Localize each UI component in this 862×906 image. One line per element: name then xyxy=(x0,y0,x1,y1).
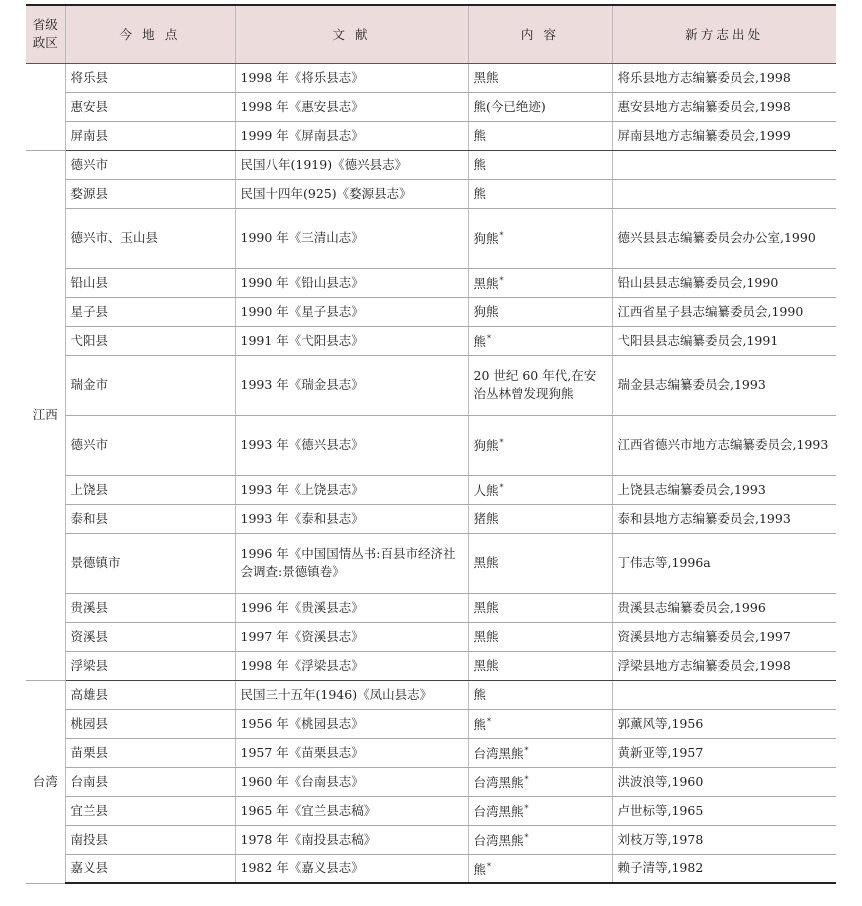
source-cell: 1998 年《将乐县志》 xyxy=(235,63,468,92)
content-text: 黑熊 xyxy=(473,276,499,292)
table-row xyxy=(26,121,836,150)
table-row xyxy=(26,651,836,680)
place-cell: 桃园县 xyxy=(65,709,235,738)
source-cell: 1998 年《惠安县志》 xyxy=(235,92,468,121)
footnote-mark: * xyxy=(524,745,529,755)
table-row xyxy=(26,63,836,92)
content-text: 台湾黑熊 xyxy=(473,775,524,791)
source-cell: 1965 年《宜兰县志稿》 xyxy=(235,796,468,825)
footnote-mark: * xyxy=(487,333,492,343)
content-cell xyxy=(468,415,612,475)
place-cell: 德兴市、玉山县 xyxy=(65,208,235,268)
footnote-mark: * xyxy=(524,803,529,813)
place-cell: 嘉义县 xyxy=(65,854,235,883)
province-cell: 江西 xyxy=(26,150,65,680)
place-cell: 泰和县 xyxy=(65,504,235,533)
source-cell: 1993 年《泰和县志》 xyxy=(235,504,468,533)
content-text: 人熊 xyxy=(473,483,499,499)
place-cell: 婺源县 xyxy=(65,179,235,208)
content-text: 熊 xyxy=(473,185,487,201)
content-cell xyxy=(468,767,612,796)
content-cell xyxy=(468,504,612,533)
publisher-cell: 将乐县地方志编纂委员会,1998 xyxy=(612,63,836,92)
content-text: 黑熊 xyxy=(473,555,499,570)
content-text: 20 世纪 60 年代,在安治丛林曾发现狗熊 xyxy=(473,368,597,401)
place-cell: 弋阳县 xyxy=(65,326,235,355)
table-row xyxy=(26,825,836,854)
source-cell: 民国三十五年(1946)《凤山县志》 xyxy=(235,680,468,709)
content-cell xyxy=(468,651,612,680)
content-text: 熊 xyxy=(473,686,487,702)
source-cell: 1997 年《资溪县志》 xyxy=(235,622,468,651)
table-row xyxy=(26,709,836,738)
publisher-cell: 郭薰风等,1956 xyxy=(612,709,836,738)
table-row xyxy=(26,796,836,825)
publisher-cell: 浮梁县地方志编纂委员会,1998 xyxy=(612,651,836,680)
content-text: 熊 xyxy=(473,127,487,143)
content-text: 熊 xyxy=(473,861,487,877)
content-cell xyxy=(468,92,612,121)
publisher-cell: 贵溪县志编纂委员会,1996 xyxy=(612,593,836,622)
source-cell: 1957 年《苗栗县志》 xyxy=(235,738,468,767)
table-row xyxy=(26,415,836,475)
source-cell: 1996 年《中国国情丛书:百县市经济社会调查:景德镇卷》 xyxy=(235,533,468,593)
place-cell: 星子县 xyxy=(65,297,235,326)
source-cell: 1993 年《德兴县志》 xyxy=(235,415,468,475)
place-cell: 德兴市 xyxy=(65,150,235,179)
footnote-mark: * xyxy=(499,482,504,492)
table-header xyxy=(26,5,836,63)
content-cell xyxy=(468,208,612,268)
place-cell: 宜兰县 xyxy=(65,796,235,825)
source-cell: 1990 年《星子县志》 xyxy=(235,297,468,326)
footnote-mark: * xyxy=(499,231,504,241)
source-cell: 1996 年《贵溪县志》 xyxy=(235,593,468,622)
table-row xyxy=(26,355,836,415)
table-row xyxy=(26,208,836,268)
content-cell xyxy=(468,475,612,504)
content-cell xyxy=(468,268,612,297)
content-cell xyxy=(468,355,612,415)
publisher-cell: 黄新亚等,1957 xyxy=(612,738,836,767)
place-cell: 苗栗县 xyxy=(65,738,235,767)
place-cell: 台南县 xyxy=(65,767,235,796)
table-row xyxy=(26,150,836,179)
table-row xyxy=(26,326,836,355)
source-cell: 民国八年(1919)《德兴县志》 xyxy=(235,150,468,179)
footnote-mark: * xyxy=(499,275,504,285)
footnote-mark: * xyxy=(487,861,492,871)
place-cell: 将乐县 xyxy=(65,63,235,92)
publisher-cell: 洪波浪等,1960 xyxy=(612,767,836,796)
content-cell xyxy=(468,796,612,825)
source-cell: 1998 年《浮梁县志》 xyxy=(235,651,468,680)
publisher-cell xyxy=(612,680,836,709)
content-text: 黑熊 xyxy=(473,599,499,615)
publisher-cell: 上饶县志编纂委员会,1993 xyxy=(612,475,836,504)
publisher-cell: 卢世标等,1965 xyxy=(612,796,836,825)
content-cell xyxy=(468,738,612,767)
content-text: 台湾黑熊 xyxy=(473,746,524,762)
bear-records-table xyxy=(26,4,836,884)
content-cell xyxy=(468,825,612,854)
header-source: 文 献 xyxy=(235,5,468,63)
bear-records-table-container xyxy=(26,4,836,884)
content-text: 黑熊 xyxy=(473,628,499,644)
table-row xyxy=(26,504,836,533)
place-cell: 瑞金市 xyxy=(65,355,235,415)
content-text: 猪熊 xyxy=(473,510,499,526)
publisher-cell: 丁伟志等,1996a xyxy=(612,533,836,593)
source-cell: 1982 年《嘉义县志》 xyxy=(235,854,468,883)
publisher-cell: 资溪县地方志编纂委员会,1997 xyxy=(612,622,836,651)
content-cell xyxy=(468,709,612,738)
table-body xyxy=(26,63,836,883)
source-cell: 1999 年《屏南县志》 xyxy=(235,121,468,150)
publisher-cell: 铅山县县志编纂委员会,1990 xyxy=(612,268,836,297)
header-publisher: 新方志出处 xyxy=(612,5,836,63)
content-cell xyxy=(468,297,612,326)
place-cell: 上饶县 xyxy=(65,475,235,504)
publisher-cell: 惠安县地方志编纂委员会,1998 xyxy=(612,92,836,121)
publisher-cell: 赖子清等,1982 xyxy=(612,854,836,883)
publisher-cell: 弋阳县县志编纂委员会,1991 xyxy=(612,326,836,355)
content-text: 台湾黑熊 xyxy=(473,833,524,849)
place-cell: 南投县 xyxy=(65,825,235,854)
header-province: 省级政区 xyxy=(26,5,65,63)
table-row xyxy=(26,680,836,709)
place-cell: 浮梁县 xyxy=(65,651,235,680)
header-place: 今 地 点 xyxy=(65,5,235,63)
table-row xyxy=(26,533,836,593)
content-cell xyxy=(468,63,612,92)
content-cell xyxy=(468,533,612,593)
province-cell: 台湾 xyxy=(26,680,65,883)
content-text: 熊 xyxy=(473,334,487,350)
publisher-cell xyxy=(612,179,836,208)
publisher-cell: 瑞金县志编纂委员会,1993 xyxy=(612,355,836,415)
place-cell: 景德镇市 xyxy=(65,533,235,593)
publisher-cell: 屏南县地方志编纂委员会,1999 xyxy=(612,121,836,150)
place-cell: 惠安县 xyxy=(65,92,235,121)
content-cell xyxy=(468,622,612,651)
content-text: 台湾黑熊 xyxy=(473,804,524,820)
footnote-mark: * xyxy=(499,438,504,448)
source-cell: 1990 年《铅山县志》 xyxy=(235,268,468,297)
source-cell: 1991 年《弋阳县志》 xyxy=(235,326,468,355)
source-cell: 1993 年《瑞金县志》 xyxy=(235,355,468,415)
footnote-mark: * xyxy=(524,774,529,784)
place-cell: 铅山县 xyxy=(65,268,235,297)
table-row xyxy=(26,854,836,883)
table-row xyxy=(26,92,836,121)
content-cell xyxy=(468,150,612,179)
content-cell xyxy=(468,593,612,622)
place-cell: 高雄县 xyxy=(65,680,235,709)
table-row xyxy=(26,738,836,767)
publisher-cell: 泰和县地方志编纂委员会,1993 xyxy=(612,504,836,533)
content-cell xyxy=(468,179,612,208)
source-cell: 1978 年《南投县志稿》 xyxy=(235,825,468,854)
content-text: 熊 xyxy=(473,156,487,172)
publisher-cell xyxy=(612,150,836,179)
content-cell xyxy=(468,326,612,355)
source-cell: 民国十四年(925)《婺源县志》 xyxy=(235,179,468,208)
content-cell xyxy=(468,680,612,709)
source-cell: 1993 年《上饶县志》 xyxy=(235,475,468,504)
content-text: 熊(今已绝迹) xyxy=(473,98,546,114)
place-cell: 贵溪县 xyxy=(65,593,235,622)
table-row xyxy=(26,767,836,796)
table-row xyxy=(26,475,836,504)
content-text: 狗熊 xyxy=(473,303,499,319)
table-row xyxy=(26,622,836,651)
province-cell xyxy=(26,63,65,150)
content-text: 狗熊 xyxy=(473,231,499,247)
table-row xyxy=(26,593,836,622)
publisher-cell: 江西省星子县志编纂委员会,1990 xyxy=(612,297,836,326)
content-text: 黑熊 xyxy=(473,657,499,673)
source-cell: 1960 年《台南县志》 xyxy=(235,767,468,796)
publisher-cell: 江西省德兴市地方志编纂委员会,1993 xyxy=(612,415,836,475)
footnote-mark: * xyxy=(524,832,529,842)
table-row xyxy=(26,268,836,297)
source-cell: 1990 年《三清山志》 xyxy=(235,208,468,268)
source-cell: 1956 年《桃园县志》 xyxy=(235,709,468,738)
publisher-cell: 德兴县县志编纂委员会办公室,1990 xyxy=(612,208,836,268)
table-row xyxy=(26,297,836,326)
footnote-mark: * xyxy=(487,716,492,726)
content-cell xyxy=(468,854,612,883)
content-cell xyxy=(468,121,612,150)
content-text: 黑熊 xyxy=(473,69,499,85)
publisher-cell: 刘枝万等,1978 xyxy=(612,825,836,854)
table-row xyxy=(26,179,836,208)
content-text: 熊 xyxy=(473,717,487,733)
place-cell: 德兴市 xyxy=(65,415,235,475)
header-content: 内 容 xyxy=(468,5,612,63)
content-text: 狗熊 xyxy=(473,438,499,454)
place-cell: 资溪县 xyxy=(65,622,235,651)
place-cell: 屏南县 xyxy=(65,121,235,150)
